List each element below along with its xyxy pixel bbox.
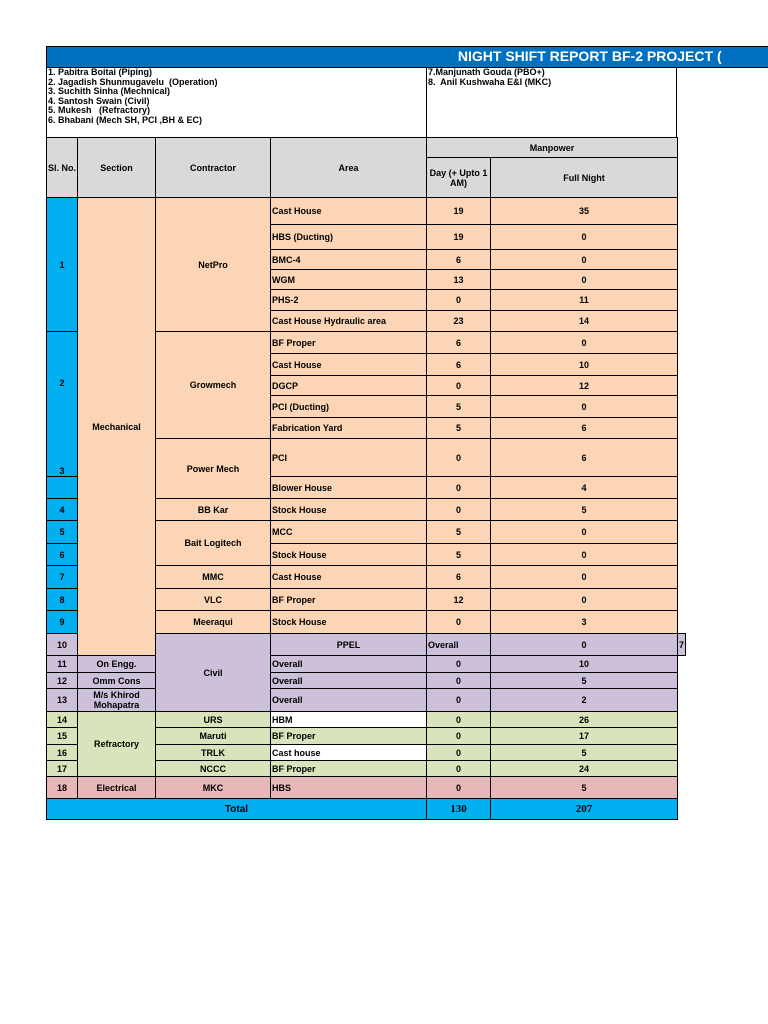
total-day: 130 — [427, 799, 491, 820]
section-electrical: Electrical — [78, 777, 156, 799]
area-cell: Stock House — [271, 544, 427, 566]
night-count: 0 — [491, 225, 678, 250]
day-count: 0 — [427, 499, 491, 521]
slno-cell: 17 — [47, 761, 78, 777]
slno-value: 3 — [59, 466, 65, 476]
header-section: Section — [78, 138, 156, 198]
night-count: 6 — [491, 439, 678, 477]
area-cell: Cast House Hydraulic area — [271, 311, 427, 332]
night-count: 35 — [491, 198, 678, 225]
day-count: 6 — [427, 566, 491, 589]
contractor-netpro: NetPro — [156, 198, 271, 332]
day-count: 0 — [491, 634, 678, 656]
contractor-growmech: Growmech — [156, 332, 271, 439]
day-count: 13 — [427, 270, 491, 290]
night-count: 0 — [491, 332, 678, 354]
total-night: 207 — [491, 799, 678, 820]
contractor-maruti: Maruti — [156, 728, 271, 745]
contractor-ppel: PPEL — [271, 634, 427, 656]
day-count: 5 — [427, 544, 491, 566]
area-cell: Overall — [271, 673, 427, 689]
area-cell: BMC-4 — [271, 250, 427, 270]
day-count: 23 — [427, 311, 491, 332]
area-cell: PHS-2 — [271, 290, 427, 311]
area-cell: MCC — [271, 521, 427, 544]
night-count: 0 — [491, 521, 678, 544]
contractor-bb-kar: BB Kar — [156, 499, 271, 521]
contractor-mkc: MKC — [156, 777, 271, 799]
day-count: 0 — [427, 761, 491, 777]
slno-cell: 9 — [47, 611, 78, 634]
area-cell: BF Proper — [271, 761, 427, 777]
day-count: 0 — [427, 728, 491, 745]
area-cell: Blower House — [271, 477, 427, 499]
night-count: 26 — [491, 712, 678, 728]
day-count: 0 — [427, 376, 491, 396]
day-count: 0 — [427, 745, 491, 761]
header-contractor: Contractor — [156, 138, 271, 198]
contractor-urs: URS — [156, 712, 271, 728]
slno-cell: 5 — [47, 521, 78, 544]
day-count: 19 — [427, 225, 491, 250]
slno-cell: 6 — [47, 544, 78, 566]
night-count: 11 — [491, 290, 678, 311]
slno-cell: 8 — [47, 589, 78, 611]
engineer-name: 2. Jagadish Shunmugavelu (Operation) — [48, 76, 218, 87]
slno-cell: 1 — [47, 198, 78, 332]
night-count: 0 — [491, 396, 678, 418]
slno-cell: 11 — [47, 656, 78, 673]
day-count: 6 — [427, 332, 491, 354]
area-cell: HBS — [271, 777, 427, 799]
slno-cell — [47, 332, 78, 477]
day-count: 0 — [427, 656, 491, 673]
night-count: 3 — [491, 611, 678, 634]
night-count: 5 — [491, 499, 678, 521]
contractor-khirod-mohapatra: M/s Khirod Mohapatra — [78, 689, 156, 712]
slno-cell: 4 — [47, 499, 78, 521]
engineer-name: 5. Mukesh (Refractory) — [48, 105, 151, 115]
header-manpower: Manpower — [427, 138, 678, 158]
area-cell: WGM — [271, 270, 427, 290]
contractor-nccc: NCCC — [156, 761, 271, 777]
night-count: 12 — [491, 376, 678, 396]
night-count: 10 — [491, 354, 678, 376]
engineer-list-left — [46, 68, 427, 138]
area-cell: BF Proper — [271, 332, 427, 354]
area-cell: Stock House — [271, 499, 427, 521]
slno-cell: 7 — [47, 566, 78, 589]
day-count: 6 — [427, 250, 491, 270]
day-count: 0 — [427, 777, 491, 799]
manpower-table — [46, 137, 686, 820]
slno-cell: 18 — [47, 777, 78, 799]
area-cell: Overall — [271, 656, 427, 673]
day-count: 0 — [427, 673, 491, 689]
contractor-meeraqui: Meeraqui — [156, 611, 271, 634]
contractor-bait-logitech: Bait Logitech — [156, 521, 271, 566]
contractor-omm-cons: Omm Cons — [78, 673, 156, 689]
engineer-name: 1. Pabitra Boitai (Piping) — [48, 67, 153, 77]
header-slno: Sl. No. — [47, 138, 78, 198]
total-label: Total — [47, 799, 427, 820]
slno-cell: 12 — [47, 673, 78, 689]
report-title-bar — [46, 46, 768, 68]
area-cell: BF Proper — [271, 589, 427, 611]
header-day: Day (+ Upto 1 AM) — [427, 158, 491, 198]
area-cell: Cast House — [271, 354, 427, 376]
night-count: 5 — [491, 777, 678, 799]
slno-value: 2 — [59, 378, 65, 388]
night-count: 5 — [491, 745, 678, 761]
area-cell: BF Proper — [271, 728, 427, 745]
night-count: 7 — [678, 634, 686, 656]
night-count: 0 — [491, 544, 678, 566]
header-area: Area — [271, 138, 427, 198]
engineer-name: 3. Suchith Sinha (Mechnical) — [48, 86, 171, 96]
area-cell: Fabrication Yard — [271, 418, 427, 439]
day-count: 5 — [427, 396, 491, 418]
area-cell: Cast House — [271, 566, 427, 589]
contractor-power-mech: Power Mech — [156, 439, 271, 499]
night-count: 0 — [491, 589, 678, 611]
area-cell: HBS (Ducting) — [271, 225, 427, 250]
night-count: 4 — [491, 477, 678, 499]
night-count: 0 — [491, 270, 678, 290]
contractor-trlk: TRLK — [156, 745, 271, 761]
report-title-tail: ( — [717, 48, 722, 64]
slno-cell — [47, 477, 78, 499]
area-cell: DGCP — [271, 376, 427, 396]
night-count: 10 — [491, 656, 678, 673]
day-count: 0 — [427, 689, 491, 712]
report-title: NIGHT SHIFT REPORT BF-2 PROJECT — [457, 48, 713, 64]
day-count: 6 — [427, 354, 491, 376]
day-count: 19 — [427, 198, 491, 225]
night-count: 5 — [491, 673, 678, 689]
header-night: Full Night — [491, 158, 678, 198]
contractor-on-engg: On Engg. — [78, 656, 156, 673]
engineer-name: 6. Bhabani (Mech SH, PCI ,BH & EC) — [48, 114, 203, 125]
slno-cell: 13 — [47, 689, 78, 712]
day-count: 0 — [427, 611, 491, 634]
night-count: 2 — [491, 689, 678, 712]
night-count: 6 — [491, 418, 678, 439]
engineer-name: 4. Santosh Swain (Civil) — [48, 95, 150, 106]
engineer-name: 8. Anil Kushwaha E&I (MKC) — [428, 76, 552, 87]
night-count: 0 — [491, 250, 678, 270]
day-count: 0 — [427, 290, 491, 311]
area-cell: HBM — [271, 712, 427, 728]
day-count: 12 — [427, 589, 491, 611]
night-count: 17 — [491, 728, 678, 745]
engineer-list-right — [426, 68, 677, 138]
area-cell: Cast house — [271, 745, 427, 761]
day-count: 0 — [427, 712, 491, 728]
slno-cell: 14 — [47, 712, 78, 728]
section-mechanical: Mechanical — [78, 198, 156, 656]
slno-cell: 10 — [47, 634, 78, 656]
slno-cell: 15 — [47, 728, 78, 745]
engineer-name: 7.Manjunath Gouda (PBO+) — [428, 67, 545, 77]
day-count: 0 — [427, 439, 491, 477]
day-count: 0 — [427, 477, 491, 499]
area-cell: Cast House — [271, 198, 427, 225]
section-refractory: Refractory — [78, 712, 156, 777]
day-count: 5 — [427, 521, 491, 544]
contractor-vlc: VLC — [156, 589, 271, 611]
area-cell: PCI — [271, 439, 427, 477]
night-count: 24 — [491, 761, 678, 777]
area-cell: Stock House — [271, 611, 427, 634]
slno-cell: 16 — [47, 745, 78, 761]
area-cell: Overall — [271, 689, 427, 712]
area-cell: Overall — [427, 634, 491, 656]
day-count: 5 — [427, 418, 491, 439]
night-count: 14 — [491, 311, 678, 332]
night-count: 0 — [491, 566, 678, 589]
area-cell: PCI (Ducting) — [271, 396, 427, 418]
section-civil: Civil — [156, 634, 271, 712]
contractor-mmc: MMC — [156, 566, 271, 589]
